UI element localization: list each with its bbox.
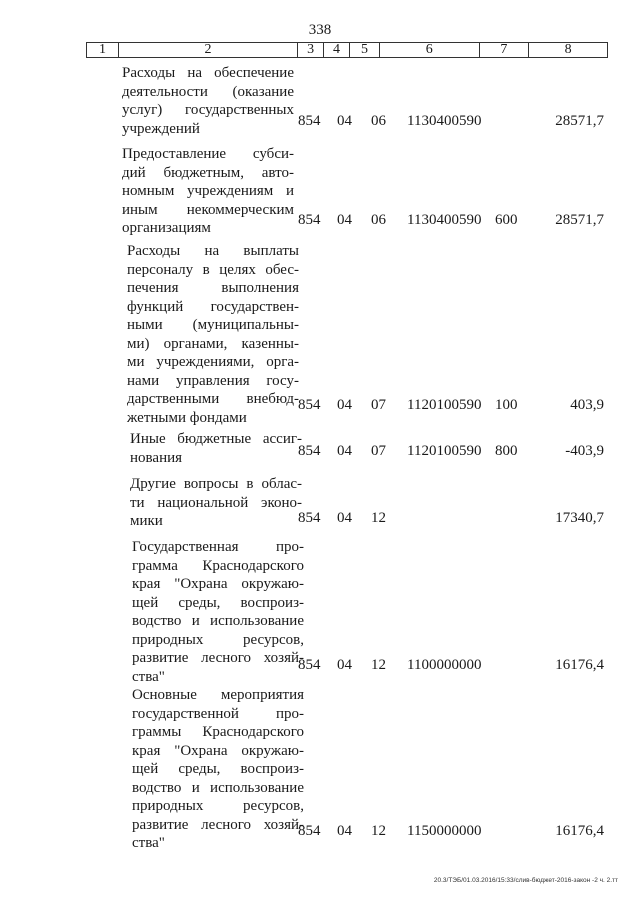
cell-ministry-code: 854 — [298, 212, 321, 228]
cell-subsection-code: 12 — [371, 657, 386, 673]
row-description — [122, 64, 294, 138]
row-description — [132, 538, 304, 686]
row-description-line: услуг) государственных — [122, 102, 294, 118]
row-description-line: Расходы на выплаты — [127, 243, 299, 259]
row-description — [122, 145, 294, 238]
row-description — [127, 242, 299, 427]
column-header-7: 7 — [480, 43, 530, 57]
cell-target-article-code: 1100000000 — [407, 657, 482, 673]
cell-subsection-code: 07 — [371, 443, 386, 459]
cell-amount: 403,9 — [570, 397, 604, 413]
row-description — [130, 430, 302, 467]
cell-target-article-code: 1150000000 — [407, 823, 482, 839]
cell-ministry-code: 854 — [298, 510, 321, 526]
cell-amount: -403,9 — [565, 443, 604, 459]
row-description-line: щей среды, воспроиз- — [132, 761, 304, 777]
row-description-line: организациям — [122, 220, 211, 236]
cell-target-article-code: 1120100590 — [407, 443, 482, 459]
row-description-line: жетными фондами — [127, 409, 247, 426]
column-header-5: 5 — [350, 43, 380, 57]
row-description — [130, 475, 302, 531]
cell-target-article-code: 1130400590 — [407, 212, 482, 228]
row-description-line: нами управления госу- — [127, 372, 299, 389]
row-description-line: развитие лесного хозяй- — [132, 650, 304, 666]
cell-section-code: 04 — [337, 443, 352, 459]
row-description-line: дарственными внебюд- — [127, 391, 299, 407]
cell-amount: 28571,7 — [555, 113, 604, 129]
cell-target-article-code: 1130400590 — [407, 113, 482, 129]
cell-section-code: 04 — [337, 823, 352, 839]
row-description-line: развитие лесного хозяй- — [132, 816, 304, 833]
row-description-line: природных ресурсов, — [132, 798, 304, 814]
row-description-line: Расходы на обеспечение — [122, 65, 294, 81]
row-description — [132, 686, 304, 853]
cell-subsection-code: 12 — [371, 823, 386, 839]
cell-ministry-code: 854 — [298, 113, 321, 129]
column-header-4: 4 — [324, 43, 350, 57]
row-description-line: функций государствен- — [127, 298, 299, 315]
row-description-line: водство и использование — [132, 613, 304, 629]
row-description-line: ными (муниципальны- — [127, 317, 299, 333]
row-description-line: края "Охрана окружаю- — [132, 576, 304, 592]
row-description-line: ми учреждениями, орга- — [127, 354, 299, 370]
row-description-line: Основные мероприятия — [132, 687, 304, 703]
cell-expense-type-code: 100 — [495, 397, 518, 413]
cell-amount: 28571,7 — [555, 212, 604, 228]
row-description-line: природных ресурсов, — [132, 631, 304, 648]
column-header-2: 2 — [119, 43, 298, 57]
cell-subsection-code: 07 — [371, 397, 386, 413]
column-header-6: 6 — [380, 43, 480, 57]
cell-expense-type-code: 800 — [495, 443, 518, 459]
row-description-line: нования — [130, 449, 183, 466]
row-description-line: ства" — [132, 835, 165, 851]
cell-amount: 16176,4 — [555, 657, 604, 673]
row-description-line: Иные бюджетные ассиг- — [130, 431, 302, 447]
cell-amount: 16176,4 — [555, 823, 604, 839]
row-description-line: учреждений — [122, 120, 200, 137]
row-description-line: Государственная про- — [132, 539, 304, 555]
row-description-line: номным учреждениям и — [122, 183, 294, 199]
row-description-line: печения выполнения — [127, 280, 299, 296]
cell-section-code: 04 — [337, 510, 352, 526]
cell-subsection-code: 06 — [371, 212, 386, 228]
row-description-line: Предоставление субси- — [122, 146, 294, 162]
cell-expense-type-code: 600 — [495, 212, 518, 228]
column-header-8: 8 — [564, 42, 572, 57]
row-description-line: водство и использование — [132, 779, 304, 796]
cell-ministry-code: 854 — [298, 823, 321, 839]
cell-section-code: 04 — [337, 113, 352, 129]
footer-print-stamp: 20.3/ТЭБ/01.03.2016/15:33/слив-бюджет-2016-закон -2 ч. 2.тт — [433, 877, 618, 884]
row-description-line: государственной про- — [132, 705, 304, 722]
cell-subsection-code: 12 — [371, 510, 386, 526]
row-description-line: щей среды, воспроиз- — [132, 594, 304, 611]
table-header-row — [86, 42, 608, 58]
page-number: 338 — [308, 22, 332, 38]
row-description-line: мики — [130, 513, 163, 529]
cell-ministry-code: 854 — [298, 397, 321, 413]
row-description-line: деятельности (оказание — [122, 83, 294, 100]
row-description-line: ми) органами, казенны- — [127, 335, 299, 352]
column-header-3: 3 — [298, 43, 324, 57]
row-description-line: персоналу в целях обес- — [127, 261, 299, 278]
row-description-line: дий бюджетным, авто- — [122, 164, 294, 181]
row-description-line: Другие вопросы в облас- — [130, 476, 302, 492]
row-description-line: ства" — [132, 668, 165, 685]
row-description-line: иным некоммерческим — [122, 201, 294, 218]
row-description-line: ти национальной эконо- — [130, 494, 302, 511]
row-description-line: граммы Краснодарского — [132, 724, 304, 740]
row-description-line: грамма Краснодарского — [132, 557, 304, 574]
column-header-1: 1 — [87, 43, 119, 57]
cell-section-code: 04 — [337, 397, 352, 413]
row-description-line: края "Охрана окружаю- — [132, 742, 304, 759]
cell-subsection-code: 06 — [371, 113, 386, 129]
cell-ministry-code: 854 — [298, 657, 321, 673]
cell-target-article-code: 1120100590 — [407, 397, 482, 413]
cell-section-code: 04 — [337, 212, 352, 228]
cell-section-code: 04 — [337, 657, 352, 673]
cell-ministry-code: 854 — [298, 443, 321, 459]
cell-amount: 17340,7 — [555, 510, 604, 526]
